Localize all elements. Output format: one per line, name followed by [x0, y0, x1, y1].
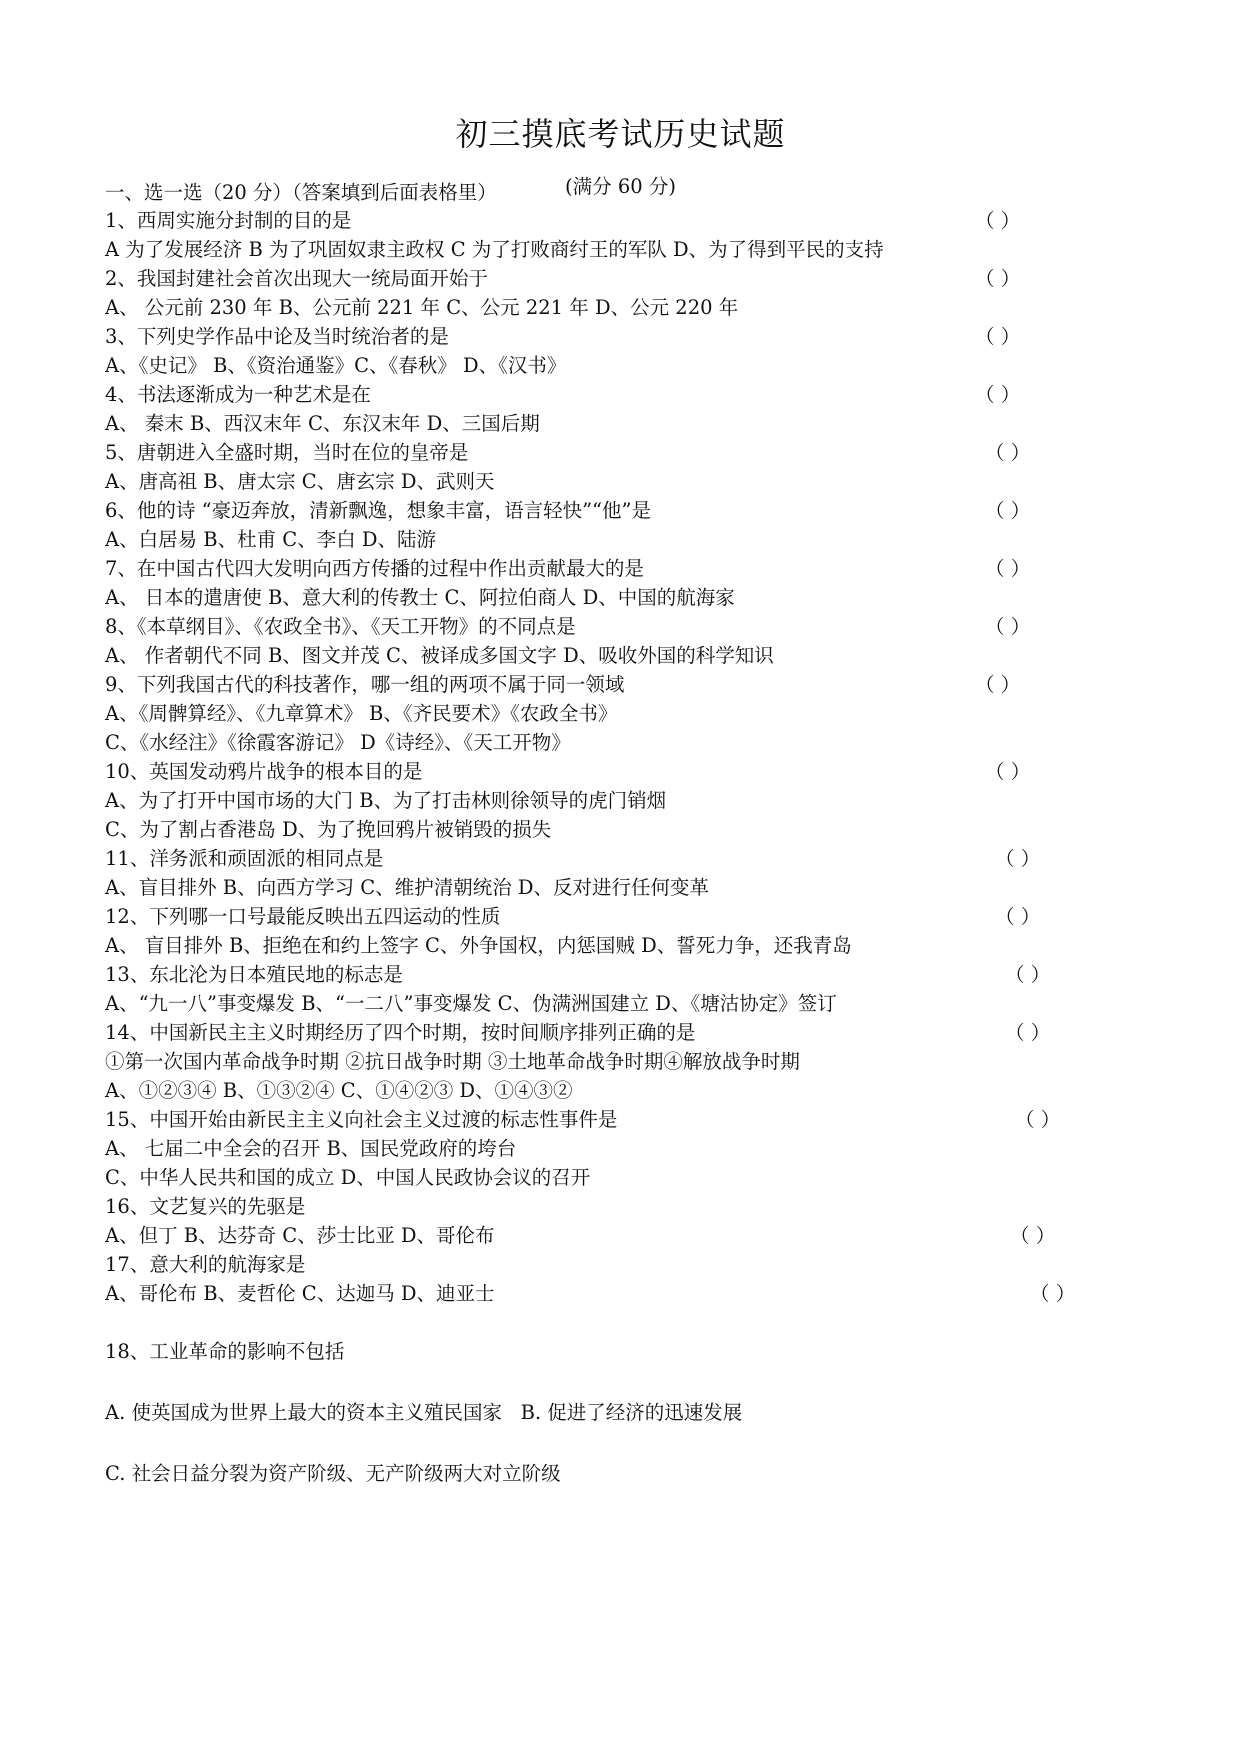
question-14: 14、中国新民主主义时期经历了四个时期，按时间顺序排列正确的是: [105, 1021, 696, 1044]
question-7-options: A、 日本的遣唐使 B、意大利的传教士 C、阿拉伯商人 D、中国的航海家: [105, 586, 735, 609]
question-3: 3、下列史学作品中论及当时统治者的是: [105, 325, 449, 348]
question-10: 10、英国发动鸦片战争的根本目的是: [105, 760, 423, 783]
question-14-periods: ①第一次国内革命战争时期 ②抗日战争时期 ③土地革命战争时期④解放战争时期: [105, 1050, 800, 1073]
answer-blank-12[interactable]: （ ）: [995, 905, 1041, 928]
question-16: 16、文艺复兴的先驱是: [105, 1195, 306, 1218]
question-10-options-ab: A、为了打开中国市场的大门 B、为了打击林则徐领导的虎门销烟: [105, 789, 667, 812]
question-12-options: A、 盲目排外 B、拒绝在和约上签字 C、外争国权，内惩国贼 D、誓死力争，还我青岛: [105, 934, 852, 957]
question-2: 2、我国封建社会首次出现大一统局面开始于: [105, 267, 488, 290]
question-3-options: A、《史记》 B、《资治通鉴》C、《春秋》 D、《汉书》: [105, 354, 567, 377]
question-15-options-ab: A、 七届二中全会的召开 B、国民党政府的垮台: [105, 1137, 517, 1160]
question-6-options: A、白居易 B、杜甫 C、李白 D、陆游: [105, 528, 437, 551]
question-2-options: A、 公元前 230 年 B、公元前 221 年 C、公元 221 年 D、公元 220 年: [105, 296, 739, 319]
answer-blank-3[interactable]: （ ）: [975, 325, 1021, 348]
question-6: 6、他的诗 “豪迈奔放，清新飘逸，想象丰富，语言轻快”“他”是: [105, 499, 651, 522]
question-4: 4、书法逐渐成为一种艺术是在: [105, 383, 371, 406]
question-14-options: A、①②③④ B、①③②④ C、①④②③ D、①④③②: [105, 1079, 573, 1102]
answer-blank-6[interactable]: （ ）: [985, 499, 1031, 522]
question-8: 8、《本草纲目》、《农政全书》、《天工开物》的不同点是: [105, 615, 576, 638]
question-13: 13、东北沦为日本殖民地的标志是: [105, 963, 403, 986]
question-18: 18、工业革命的影响不包括: [105, 1340, 345, 1363]
answer-blank-9[interactable]: （ ）: [975, 673, 1021, 696]
page-title: 初三摸底考试历史试题: [455, 115, 786, 153]
question-10-options-cd: C、为了割占香港岛 D、为了挽回鸦片被销毁的损失: [105, 818, 552, 841]
question-5: 5、唐朝进入全盛时期，当时在位的皇帝是: [105, 441, 469, 464]
question-17: 17、意大利的航海家是: [105, 1253, 306, 1276]
question-15: 15、中国开始由新民主主义向社会主义过渡的标志性事件是: [105, 1108, 618, 1131]
question-7: 7、在中国古代四大发明向西方传播的过程中作出贡献最大的是: [105, 557, 644, 580]
answer-blank-1[interactable]: （ ）: [975, 209, 1021, 232]
answer-blank-14[interactable]: （ ）: [1005, 1021, 1051, 1044]
answer-blank-5[interactable]: （ ）: [985, 441, 1031, 464]
question-4-options: A、 秦末 B、西汉末年 C、东汉末年 D、三国后期: [105, 412, 540, 435]
question-15-options-cd: C、中华人民共和国的成立 D、中国人民政协会议的召开: [105, 1166, 591, 1189]
answer-blank-7[interactable]: （ ）: [985, 557, 1031, 580]
answer-blank-4[interactable]: （ ）: [975, 383, 1021, 406]
answer-blank-10[interactable]: （ ）: [985, 760, 1031, 783]
question-18-option-c: C. 社会日益分裂为资产阶级、无产阶级两大对立阶级: [105, 1462, 561, 1485]
question-12: 12、下列哪一口号最能反映出五四运动的性质: [105, 905, 501, 928]
question-9-options-ab: A、《周髀算经》、《九章算术》 B、《齐民要术》《农政全书》: [105, 702, 618, 725]
question-11: 11、洋务派和顽固派的相同点是: [105, 847, 384, 870]
question-1: 1、西周实施分封制的目的是: [105, 209, 352, 232]
answer-blank-11[interactable]: （ ）: [995, 847, 1041, 870]
question-11-options: A、盲目排外 B、向西方学习 C、维护清朝统治 D、反对进行任何变革: [105, 876, 710, 899]
question-16-options: A、但丁 B、达芬奇 C、莎士比亚 D、哥伦布: [105, 1224, 495, 1247]
answer-blank-16[interactable]: （ ）: [1010, 1224, 1056, 1247]
answer-blank-13[interactable]: （ ）: [1005, 963, 1051, 986]
question-9-options-cd: C、《水经注》《徐霞客游记》 D《诗经》、《天工开物》: [105, 731, 571, 754]
question-9: 9、下列我国古代的科技著作，哪一组的两项不属于同一领域: [105, 673, 625, 696]
page-subtitle: (满分 60 分): [565, 175, 676, 198]
answer-blank-8[interactable]: （ ）: [985, 615, 1031, 638]
answer-blank-17[interactable]: （ ）: [1030, 1282, 1076, 1305]
question-8-options: A、 作者朝代不同 B、图文并茂 C、被译成多国文字 D、吸收外国的科学知识: [105, 644, 774, 667]
question-13-options: A、“九一八”事变爆发 B、“一二八”事变爆发 C、伪满洲国建立 D、《塘沽协定》签订: [105, 992, 837, 1015]
question-18-options-ab: A. 使英国成为世界上最大的资本主义殖民国家 B. 促进了经济的迅速发展: [105, 1401, 743, 1424]
answer-blank-2[interactable]: （ ）: [975, 267, 1021, 290]
section-heading: 一、选一选（20 分）（答案填到后面表格里）: [105, 181, 497, 204]
question-5-options: A、唐高祖 B、唐太宗 C、唐玄宗 D、武则天: [105, 470, 495, 493]
question-1-options: A 为了发展经济 B 为了巩固奴隶主政权 C 为了打败商纣王的军队 D、为了得到平民的支持: [105, 238, 884, 261]
question-17-options: A、哥伦布 B、麦哲伦 C、达迦马 D、迪亚士: [105, 1282, 495, 1305]
answer-blank-15[interactable]: （ ）: [1015, 1108, 1061, 1131]
